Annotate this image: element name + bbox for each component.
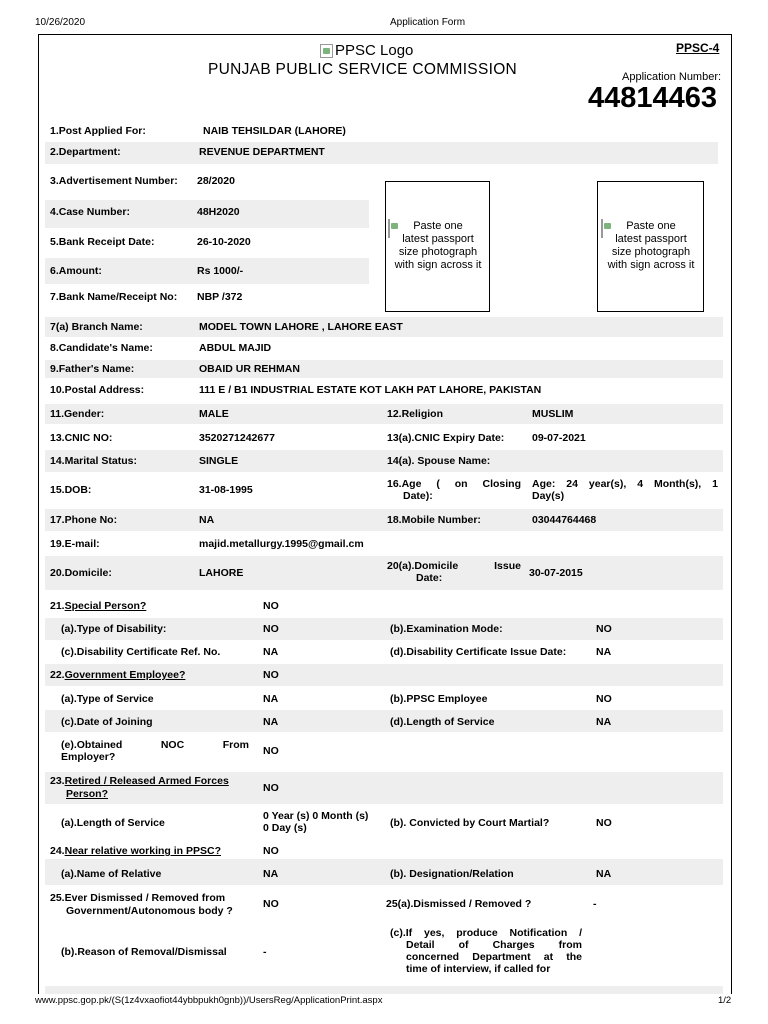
name-label: 8.Candidate's Name: [50,342,153,354]
marital-label: 14.Marital Status: [50,455,137,467]
domicile-value: LAHORE [199,567,244,579]
armed-text: Retired / Released Armed Forces [64,775,229,787]
address-label: 10.Postal Address: [50,384,145,396]
cnic-expiry-label: 13(a).CNIC Expiry Date: [387,432,505,444]
relative-num: 24. [50,845,65,857]
removal-reason-value: - [263,946,267,958]
adv-value: 28/2020 [197,175,235,187]
form-code: PPSC-4 [676,41,720,55]
special-num: 21. [50,600,65,612]
row-band [45,404,723,424]
relative-designation-value: NA [596,868,612,880]
armed-forces-label [50,775,229,787]
father-label: 9.Father's Name: [50,363,135,375]
cnic-value: 3520271242677 [199,432,275,444]
disability-cert-label: (c).Disability Certificate Ref. No. [61,646,221,658]
photo-text: Paste one [413,220,463,232]
joining-value: NA [263,716,279,728]
photo-text: with sign across it [394,259,482,271]
photo-text: latest passport [402,233,474,245]
armed-forces-label-2: Person? [66,788,109,800]
row-band [45,509,723,531]
relative-designation-label: (b). Designation/Relation [390,868,514,880]
page-title: PUNJAB PUBLIC SERVICE COMMISSION [208,61,518,78]
relative-text: Near relative working in PPSC? [64,845,221,857]
disability-cert-date-label: (d).Disability Certificate Issue Date: [390,646,567,658]
special-person-value: NO [263,600,279,612]
name-value: ABDUL MAJID [199,342,272,354]
amount-value: Rs 1000/- [197,265,244,277]
age-label-2: Date): [403,490,433,502]
joining-label: (c).Date of Joining [61,716,153,728]
service-type-value: NA [263,693,279,705]
service-type-label: (a).Type of Service [61,693,154,705]
mobile-value: 03044764468 [532,514,597,526]
adv-label: 3.Advertisement Number: [50,175,178,187]
photo-text: size photograph [611,246,691,258]
disability-cert-date-value: NA [596,646,612,658]
religion-label: 12.Religion [387,408,444,420]
branch-value: MODEL TOWN LAHORE , LAHORE EAST [199,321,403,333]
ppsc-logo [320,42,413,59]
domicile-issue-label-2: Date: [416,572,443,584]
disability-cert-value: NA [263,646,279,658]
notification-text-4: time of interview, if called for [406,963,551,975]
logo-alt-text: PPSC Logo [335,42,414,59]
dismissed-label: 25.Ever Dismissed / Removed from [50,892,226,904]
marital-value: SINGLE [199,455,239,467]
mobile-label: 18.Mobile Number: [387,514,481,526]
phone-value: NA [199,514,215,526]
dismissed-a-value: - [593,898,597,910]
domicile-label: 20.Domicile: [50,567,112,579]
special-text: Special Person? [64,600,147,612]
religion-value: MUSLIM [532,408,574,420]
bank-label: 7.Bank Name/Receipt No: [50,291,178,303]
address-value: 111 E / B1 INDUSTRIAL ESTATE KOT LAKH PAT LAHORE, PAKISTAN [199,384,542,396]
govt-num: 22. [50,669,65,681]
relative-label [50,845,221,857]
age-value: Age: 24 year(s), 4 Month(s), 1 [532,478,718,490]
govt-employee-label [50,669,185,681]
branch-label: 7(a) Branch Name: [50,321,143,333]
amount-label: 6.Amount: [50,265,102,277]
relative-name-value: NA [263,868,279,880]
cnic-expiry-value: 09-07-2021 [532,432,586,444]
service-length-label: (d).Length of Service [390,716,495,728]
row-band [45,360,723,378]
case-value: 48H2020 [197,206,240,218]
receipt-date-label: 5.Bank Receipt Date: [50,236,155,248]
exam-mode-value: NO [596,623,612,635]
print-date: 10/26/2020 [35,17,86,28]
armed-num: 23. [50,775,65,787]
spouse-label: 14(a). Spouse Name: [387,455,491,467]
noc-value: NO [263,745,279,757]
removal-reason-label: (b).Reason of Removal/Dismissal [61,946,227,958]
dismissed-label-2: Government/Autonomous body ? [66,905,233,917]
email-label: 19.E-mail: [50,538,100,550]
gender-label: 11.Gender: [50,408,105,420]
ppsc-employee-label: (b).PPSC Employee [390,693,488,705]
row-band [45,986,723,994]
armed-forces-value: NO [263,782,279,794]
gender-value: MALE [199,408,229,420]
govt-text: Government Employee? [64,669,186,681]
dept-value: REVENUE DEPARTMENT [199,146,325,158]
relative-name-label: (a).Name of Relative [61,868,162,880]
father-value: OBAID UR REHMAN [199,363,300,375]
special-person-label [50,600,146,612]
page-url: www.ppsc.gop.pk/(S(1z4vxaofiot44ybbpukh0gnb))/UsersReg/ApplicationPrint.aspx [35,995,383,1006]
post-value: NAIB TEHSILDAR (LAHORE) [203,125,346,137]
broken-image-icon [320,44,333,58]
dob-label: 15.DOB: [50,484,92,496]
armed-length-value-2: 0 Day (s) [263,822,307,834]
photo-placeholder [601,220,695,271]
print-title: Application Form [390,17,466,28]
age-value-2: Day(s) [532,490,565,502]
bank-value: NBP /372 [197,291,243,303]
age-label: 16.Age ( on Closing [387,478,521,490]
notification-text-3: concerned Department at the [406,951,582,963]
court-martial-label: (b). Convicted by Court Martial? [390,817,550,829]
case-label: 4.Case Number: [50,206,130,218]
photo-text: latest passport [615,233,687,245]
photo-text: size photograph [398,246,478,258]
notification-text-2: Detail of Charges from [406,939,582,951]
cnic-label: 13.CNIC NO: [50,432,113,444]
app-number: 44814463 [588,82,718,114]
post-label: 1.Post Applied For: [50,125,146,137]
disability-type-label: (a).Type of Disability: [61,623,167,635]
govt-employee-value: NO [263,669,279,681]
relative-value: NO [263,845,279,857]
row-band [45,556,723,590]
email-value: majid.metallurgy.1995@gmail.cm [199,538,364,550]
photo-placeholder [388,220,482,271]
service-length-value: NA [596,716,612,728]
phone-label: 17.Phone No: [50,514,118,526]
dob-value: 31-08-1995 [199,484,253,496]
noc-label-2: Employer? [61,751,116,763]
row-band [45,142,718,164]
dismissed-value: NO [263,898,279,910]
exam-mode-label: (b).Examination Mode: [390,623,503,635]
photo-text: Paste one [626,220,676,232]
domicile-issue-value: 30-07-2015 [529,567,583,579]
domicile-issue-label: 20(a).Domicile Issue [387,560,521,572]
receipt-date-value: 26-10-2020 [197,236,251,248]
disability-type-value: NO [263,623,279,635]
dismissed-a-label: 25(a).Dismissed / Removed ? [386,898,532,910]
armed-length-label: (a).Length of Service [61,817,165,829]
row-band [45,450,723,472]
court-martial-value: NO [596,817,612,829]
dept-label: 2.Department: [50,146,121,158]
armed-length-value: 0 Year (s) 0 Month (s) [263,810,369,822]
ppsc-employee-value: NO [596,693,612,705]
photo-text: with sign across it [607,259,695,271]
notification-text: (c).If yes, produce Notification / [390,927,582,939]
app-number-label: Application Number: [622,71,722,83]
noc-label: (e).Obtained NOC From [61,739,249,751]
page-number: 1/2 [718,995,732,1006]
